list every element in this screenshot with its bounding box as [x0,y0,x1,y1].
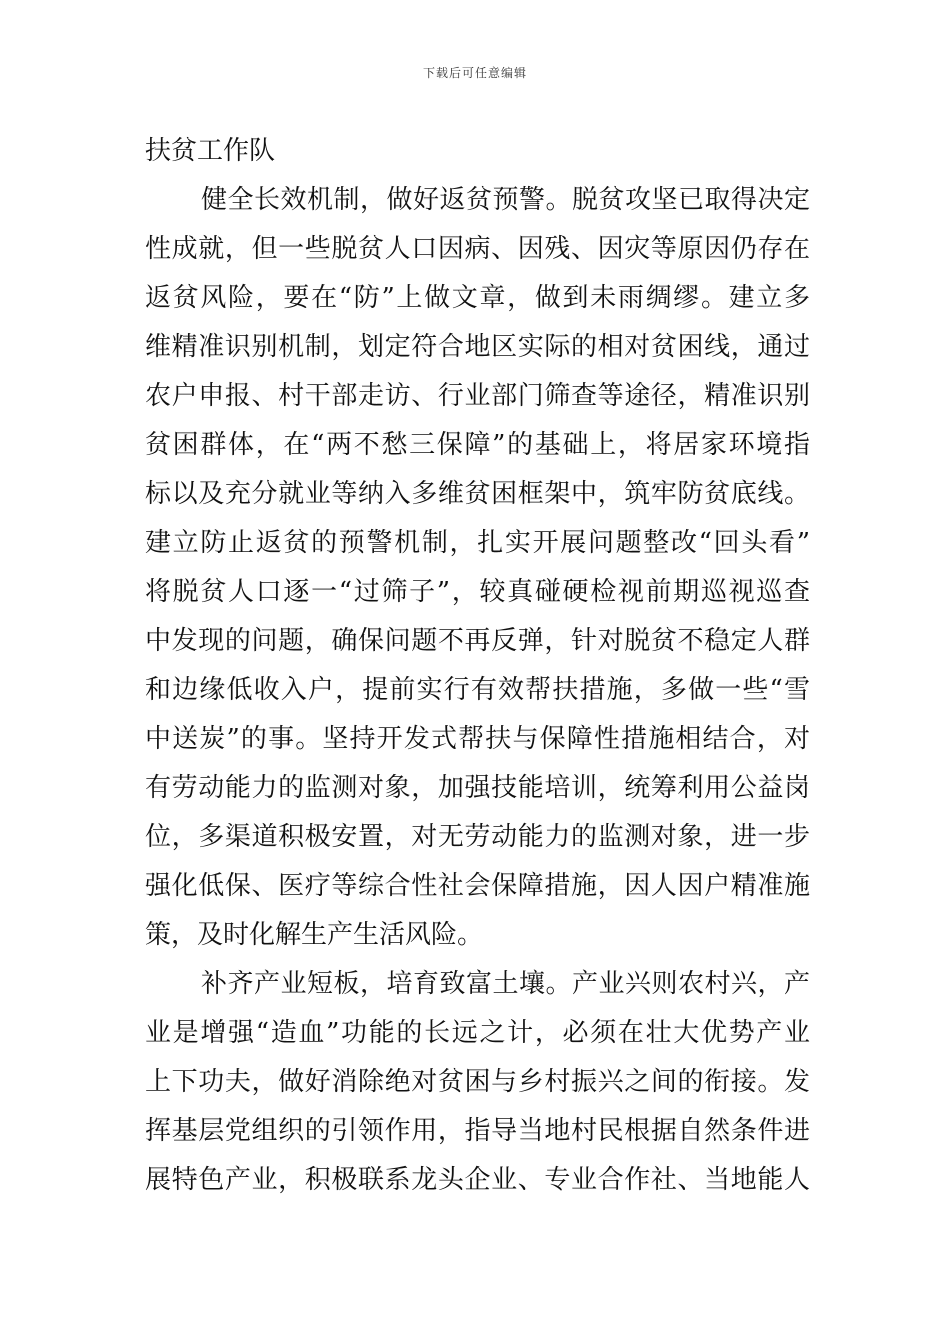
text-line: 展特色产业，积极联系龙头企业、专业合作社、当地能人 [145,1165,810,1195]
text-line: 和边缘低收入户，提前实行有效帮扶措施，多做一些“雪 [145,675,810,705]
text-line: 标以及充分就业等纳入多维贫困框架中，筑牢防贫底线。 [145,479,810,509]
text-line: 农户申报、村干部走访、行业部门筛查等途径，精准识别 [145,381,810,411]
text-line: 维精准识别机制，划定符合地区实际的相对贫困线，通过 [145,332,810,362]
text-line: 中发现的问题，确保问题不再反弹，针对脱贫不稳定人群 [145,626,810,656]
text-line: 挥基层党组织的引领作用，指导当地村民根据自然条件进 [145,1116,810,1146]
document-body [145,127,810,1205]
text-line: 建立防止返贫的预警机制，扎实开展问题整改“回头看” [145,528,810,558]
text-line: 返贫风险，要在“防”上做文章，做到未雨绸缪。建立多 [145,283,810,313]
text-line: 性成就，但一些脱贫人口因病、因残、因灾等原因仍存在 [145,234,810,264]
text-line: 有劳动能力的监测对象，加强技能培训，统筹利用公益岗 [145,773,810,803]
text-line: 中送炭”的事。坚持开发式帮扶与保障性措施相结合，对 [145,724,810,754]
text-line: 强化低保、医疗等综合性社会保障措施，因人因户精准施 [145,871,810,901]
text-line: 扶贫工作队 [145,136,276,166]
text-line: 将脱贫人口逐一“过筛子”，较真碰硬检视前期巡视巡查 [145,577,810,607]
page-header: 下载后可任意编辑 [422,66,527,80]
text-line: 业是增强“造血”功能的长远之计，必须在壮大优势产业 [145,1018,810,1048]
text-line: 补齐产业短板，培育致富土壤。产业兴则农村兴，产 [201,969,810,999]
text-line: 位，多渠道积极安置，对无劳动能力的监测对象，进一步 [145,822,810,852]
text-line: 上下功夫，做好消除绝对贫困与乡村振兴之间的衔接。发 [145,1067,810,1097]
text-line: 贫困群体，在“两不愁三保障”的基础上，将居家环境指 [145,430,810,460]
text-line: 策，及时化解生产生活风险。 [145,920,484,950]
text-line: 健全长效机制，做好返贫预警。脱贫攻坚已取得决定 [201,185,810,215]
